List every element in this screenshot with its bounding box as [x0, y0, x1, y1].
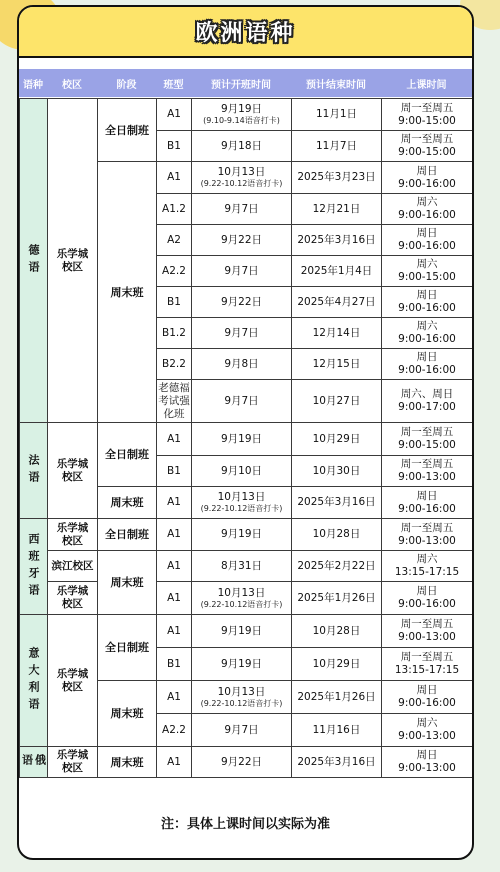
language-label: 西班牙语 — [27, 532, 40, 601]
class-cell — [156, 647, 192, 681]
campus-cell — [47, 581, 98, 615]
end-date: 11月1日 — [315, 108, 358, 120]
campus-label: 乐学城 校区 — [56, 457, 89, 483]
class-cell — [156, 422, 192, 456]
stage-cell — [97, 550, 157, 615]
end-date-cell — [291, 713, 382, 747]
end-date: 2025年2月22日 — [297, 559, 376, 572]
start-date: 9月7日 — [224, 264, 259, 277]
header-campus: 校区 — [62, 79, 82, 91]
stage-cell — [97, 518, 157, 551]
end-date: 10月29日 — [312, 657, 361, 670]
language-label: 意大利语 — [27, 646, 40, 715]
start-date: 9月8日 — [224, 357, 259, 370]
start-date-cell — [191, 680, 292, 714]
class-cell — [156, 614, 192, 648]
end-date-cell — [291, 455, 382, 487]
class-label: A2.2 — [162, 264, 186, 277]
start-date: 10月13日 — [217, 491, 266, 503]
start-date: 9月7日 — [224, 723, 259, 736]
class-time-cell — [381, 379, 473, 423]
start-date: 9月19日 — [220, 432, 263, 445]
start-date: 10月13日 — [217, 586, 266, 599]
end-date-cell — [291, 422, 382, 456]
header-end: 预计结束时间 — [306, 79, 366, 91]
stage-cell — [97, 486, 157, 519]
stage-cell — [97, 98, 157, 162]
class-time-cell — [381, 614, 473, 648]
class-time-cell — [381, 161, 473, 194]
title-bar — [19, 7, 472, 58]
end-date: 2025年3月16日 — [297, 496, 376, 508]
class-time-cell — [381, 98, 473, 131]
end-date: 2025年4月27日 — [297, 295, 376, 308]
start-date-cell — [191, 317, 292, 349]
start-date-cell — [191, 286, 292, 318]
end-date: 10月29日 — [312, 432, 361, 445]
class-time-cell — [381, 486, 473, 519]
campus-label: 乐学城 校区 — [56, 749, 89, 774]
start-date-cell — [191, 255, 292, 287]
class-time: 周六 13:15-17:15 — [394, 553, 460, 578]
class-time-cell — [381, 455, 473, 487]
schedule-table — [19, 98, 472, 803]
class-label: A1 — [167, 171, 181, 183]
class-time: 周日 9:00-16:00 — [398, 227, 456, 252]
class-time-cell — [381, 422, 473, 456]
end-date-cell — [291, 130, 382, 162]
start-date-note: (9.22-10.12语音打卡) — [200, 179, 283, 188]
class-cell — [156, 518, 192, 551]
start-date-cell — [191, 224, 292, 256]
end-date-cell — [291, 581, 382, 615]
class-time: 周日 9:00-13:00 — [398, 749, 456, 774]
language-cell — [19, 746, 48, 778]
end-date-cell — [291, 286, 382, 318]
end-date: 10月28日 — [312, 624, 361, 637]
header-language: 语种 — [23, 79, 43, 91]
start-date-cell — [191, 614, 292, 648]
campus-label: 滨江校区 — [51, 559, 94, 572]
stage-cell — [97, 614, 157, 681]
stage-cell — [97, 680, 157, 747]
class-cell — [156, 713, 192, 747]
class-time: 周一至周五 9:00-13:00 — [398, 521, 456, 547]
start-date-cell — [191, 550, 292, 582]
class-time: 周一至周五 9:00-15:00 — [398, 101, 456, 127]
page-title: 欧洲语种 — [195, 21, 296, 46]
stage-label: 周末班 — [110, 496, 144, 509]
end-date-cell — [291, 255, 382, 287]
class-label: B1 — [167, 295, 181, 308]
class-time: 周一至周五 9:00-15:00 — [398, 426, 456, 451]
class-time: 周日 9:00-16:00 — [398, 585, 456, 610]
language-label: 俄语 — [20, 753, 47, 771]
start-date-cell — [191, 379, 292, 423]
end-date: 10月28日 — [312, 528, 361, 540]
class-time-cell — [381, 713, 473, 747]
end-date: 12月14日 — [312, 326, 361, 339]
class-cell — [156, 746, 192, 778]
class-label: B1 — [167, 139, 181, 152]
class-cell — [156, 486, 192, 519]
end-date-cell — [291, 647, 382, 681]
start-date-cell — [191, 130, 292, 162]
schedule-card — [17, 5, 474, 860]
campus-cell — [47, 518, 98, 551]
language-label: 德语 — [27, 243, 40, 278]
class-time-cell — [381, 130, 473, 162]
start-date: 9月19日 — [220, 624, 263, 637]
class-time-cell — [381, 746, 473, 778]
start-date: 10月13日 — [217, 685, 266, 698]
class-cell — [156, 379, 192, 423]
class-label: A1 — [167, 432, 181, 445]
end-date-cell — [291, 98, 382, 131]
campus-label: 乐学城 校区 — [56, 521, 89, 547]
class-time: 周日 9:00-16:00 — [398, 351, 456, 376]
footer-note: 注：具体上课时间以实际为准 — [160, 817, 330, 832]
class-time-cell — [381, 550, 473, 582]
language-cell — [19, 614, 48, 747]
stage-cell — [97, 422, 157, 487]
header-class: 班型 — [163, 79, 184, 91]
campus-label: 乐学城 校区 — [56, 247, 89, 273]
stage-cell — [97, 161, 157, 423]
end-date: 10月27日 — [312, 394, 361, 407]
language-cell — [19, 98, 48, 423]
start-date-note: (9.22-10.12语音打卡) — [200, 504, 283, 513]
class-time-cell — [381, 518, 473, 551]
language-label: 法语 — [27, 453, 40, 488]
class-cell — [156, 581, 192, 615]
campus-cell — [47, 614, 98, 747]
start-date-cell — [191, 746, 292, 778]
campus-cell — [47, 550, 98, 582]
class-label: A1.2 — [162, 202, 186, 215]
start-date-cell — [191, 98, 292, 131]
class-label: A1 — [167, 591, 181, 604]
end-date-cell — [291, 379, 382, 423]
end-date: 12月15日 — [312, 357, 361, 370]
class-time-cell — [381, 317, 473, 349]
end-date-cell — [291, 348, 382, 380]
class-time-cell — [381, 255, 473, 287]
class-label: A1 — [167, 528, 181, 540]
end-date: 11月7日 — [315, 139, 358, 152]
end-date: 2025年1月4日 — [300, 264, 373, 277]
class-cell — [156, 255, 192, 287]
campus-cell — [47, 422, 98, 519]
start-date-cell — [191, 161, 292, 194]
stage-label: 周末班 — [110, 576, 144, 589]
class-time: 周六 9:00-13:00 — [398, 717, 456, 742]
start-date-note: (9.22-10.12语音打卡) — [200, 599, 283, 609]
class-label: A1 — [167, 755, 181, 768]
stage-label: 周末班 — [110, 707, 144, 720]
start-date-cell — [191, 422, 292, 456]
end-date: 2025年1月26日 — [297, 690, 376, 703]
start-date: 9月10日 — [220, 464, 263, 477]
class-cell — [156, 130, 192, 162]
campus-label: 乐学城 校区 — [56, 585, 89, 610]
start-date: 9月7日 — [224, 394, 259, 407]
end-date-cell — [291, 746, 382, 778]
class-time-cell — [381, 193, 473, 225]
campus-cell — [47, 98, 98, 423]
end-date-cell — [291, 193, 382, 225]
end-date-cell — [291, 161, 382, 194]
class-cell — [156, 224, 192, 256]
start-date-note: (9.22-10.12语音打卡) — [200, 698, 283, 708]
class-label: 老德福 考试强 化班 — [158, 381, 190, 420]
header-time: 上课时间 — [406, 79, 447, 91]
class-time: 周一至周五 9:00-13:00 — [398, 458, 456, 483]
class-time-cell — [381, 647, 473, 681]
class-label: A2.2 — [162, 723, 186, 736]
class-cell — [156, 348, 192, 380]
class-time: 周一至周五 9:00-13:00 — [398, 618, 456, 643]
header-start: 预计开班时间 — [211, 79, 271, 91]
start-date: 9月19日 — [220, 657, 263, 670]
end-date: 2025年1月26日 — [297, 591, 376, 604]
end-date: 2025年3月23日 — [297, 171, 376, 183]
class-cell — [156, 680, 192, 714]
start-date-cell — [191, 581, 292, 615]
class-time: 周日 9:00-16:00 — [398, 289, 456, 314]
start-date: 10月13日 — [217, 166, 266, 178]
start-date-cell — [191, 713, 292, 747]
end-date-cell — [291, 614, 382, 648]
class-time: 周六 9:00-15:00 — [398, 258, 456, 283]
class-label: A1 — [167, 496, 181, 508]
start-date: 9月22日 — [220, 295, 263, 308]
start-date: 9月22日 — [220, 233, 263, 246]
start-date-note: (9.10-9.14语音打卡) — [203, 116, 280, 125]
class-time: 周日 9:00-16:00 — [398, 489, 456, 515]
start-date-cell — [191, 486, 292, 519]
end-date-cell — [291, 317, 382, 349]
class-cell — [156, 193, 192, 225]
stage-cell — [97, 746, 157, 778]
start-date: 9月7日 — [224, 326, 259, 339]
class-time: 周六、周日 9:00-17:00 — [398, 388, 456, 413]
class-time-cell — [381, 348, 473, 380]
class-cell — [156, 550, 192, 582]
start-date: 9月22日 — [220, 755, 263, 768]
class-label: A2 — [167, 233, 181, 246]
class-label: B1 — [167, 657, 181, 670]
campus-label: 乐学城 校区 — [56, 667, 89, 693]
stage-label: 全日制班 — [105, 448, 149, 461]
start-date-cell — [191, 518, 292, 551]
end-date: 10月30日 — [312, 464, 361, 477]
class-time: 周六 9:00-16:00 — [398, 320, 456, 345]
class-time-cell — [381, 224, 473, 256]
stage-label: 全日制班 — [105, 528, 149, 541]
class-cell — [156, 161, 192, 194]
class-label: A1 — [167, 690, 181, 703]
end-date-cell — [291, 486, 382, 519]
class-time-cell — [381, 680, 473, 714]
class-time-cell — [381, 581, 473, 615]
class-cell — [156, 317, 192, 349]
start-date: 9月7日 — [224, 202, 259, 215]
class-label: A1 — [167, 624, 181, 637]
start-date: 9月18日 — [220, 139, 263, 152]
stage-label: 周末班 — [110, 285, 144, 299]
start-date-cell — [191, 647, 292, 681]
end-date-cell — [291, 224, 382, 256]
end-date-cell — [291, 550, 382, 582]
class-cell — [156, 455, 192, 487]
class-label: B2.2 — [162, 357, 186, 370]
class-time: 周六 9:00-16:00 — [398, 196, 456, 221]
class-time: 周一至周五 9:00-15:00 — [398, 133, 456, 158]
class-time: 周日 9:00-16:00 — [398, 684, 456, 709]
campus-cell — [47, 746, 98, 778]
language-cell — [19, 422, 48, 519]
class-time: 周一至周五 13:15-17:15 — [394, 651, 460, 676]
start-date-cell — [191, 193, 292, 225]
language-cell — [19, 518, 48, 615]
end-date: 2025年3月16日 — [297, 233, 376, 246]
class-label: B1.2 — [162, 326, 186, 339]
stage-label: 全日制班 — [105, 123, 149, 137]
header-stage: 阶段 — [116, 79, 137, 91]
class-label: A1 — [167, 108, 181, 120]
stage-label: 周末班 — [110, 755, 144, 769]
end-date: 2025年3月16日 — [297, 755, 376, 768]
stage-label: 全日制班 — [105, 641, 149, 654]
class-cell — [156, 286, 192, 318]
class-label: B1 — [167, 464, 181, 477]
table-header — [19, 69, 472, 97]
class-time: 周日 9:00-16:00 — [398, 164, 456, 190]
start-date: 8月31日 — [220, 559, 263, 572]
start-date: 9月19日 — [220, 103, 263, 115]
end-date-cell — [291, 518, 382, 551]
end-date-cell — [291, 680, 382, 714]
end-date: 11月16日 — [312, 723, 361, 736]
class-time-cell — [381, 286, 473, 318]
end-date: 12月21日 — [312, 202, 361, 215]
class-label: A1 — [167, 559, 181, 572]
start-date: 9月19日 — [220, 528, 263, 540]
start-date-cell — [191, 348, 292, 380]
class-cell — [156, 98, 192, 131]
start-date-cell — [191, 455, 292, 487]
